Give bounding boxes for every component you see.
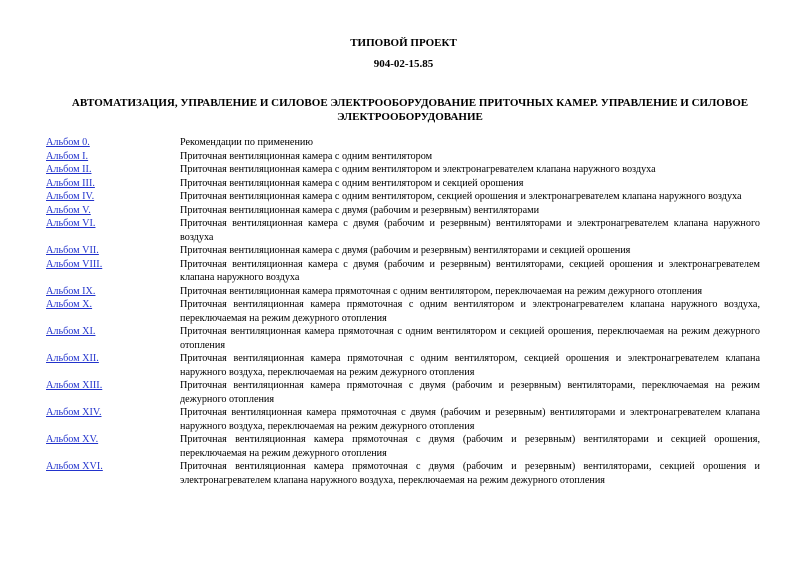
album-row [46,204,760,218]
album-description: Приточная вентиляционная камера прямоточная с двумя (рабочим и резервным) вентиляторами и электронагревателем клапана наружного воздуха, переключаемая на режим дежурного отопления [180,407,760,432]
album-link[interactable]: Альбом XV. [46,434,99,445]
album-row [46,298,760,325]
album-link[interactable]: Альбом XI. [46,326,96,337]
album-row [46,258,760,285]
album-description: Рекомендации по применению [180,137,313,148]
album-description: Приточная вентиляционная камера с одним вентилятором и электронагревателем клапана наружного воздуха [180,164,656,175]
album-row [46,433,760,460]
album-row [46,460,760,487]
project-code: 904-02-15.85 [373,58,434,70]
album-description: Приточная вентиляционная камера с двумя (рабочим и резервным) вентиляторами и секцией орошения [180,245,631,256]
album-link[interactable]: Альбом XIII. [46,380,103,391]
album-row [46,150,760,164]
album-description: Приточная вентиляционная камера прямоточная с одним вентилятором, переключаемая на режим дежурного отопления [180,285,703,297]
album-link[interactable]: Альбом XIV. [46,407,102,418]
album-row [46,244,760,258]
album-row [46,136,760,150]
album-link[interactable]: Альбом IV. [46,191,95,202]
album-description: Приточная вентиляционная камера с одним вентилятором [180,150,433,162]
album-row [46,190,760,204]
album-link[interactable]: Альбом VIII. [46,258,103,270]
album-link[interactable]: Альбом XVI. [46,461,103,472]
album-row [46,325,760,352]
album-link[interactable]: Альбом XII. [46,353,99,364]
album-description: Приточная вентиляционная камера прямоточная с двумя (рабочим и резервным) вентиляторами, секцией орошения и электронагревателем клапана наружного воздуха, переключаемая на режим дежурного отопления [180,461,760,486]
album-link[interactable]: Альбом VII. [46,245,99,256]
album-link[interactable]: Альбом I. [46,150,89,162]
album-row [46,352,760,379]
album-list [46,136,760,487]
album-link[interactable]: Альбом 0. [46,137,90,148]
album-description: Приточная вентиляционная камера прямоточная с двумя (рабочим и резервным) вентиляторами, переключаемая на режим дежурного отопления [180,380,760,405]
album-description: Приточная вентиляционная камера с одним вентилятором и секцией орошения [180,177,524,189]
album-link[interactable]: Альбом IX. [46,285,96,297]
album-description: Приточная вентиляционная камера с одним вентилятором, секцией орошения и электронагревателем клапана наружного воздуха [180,191,742,202]
album-description: Приточная вентиляционная камера прямоточная с одним вентилятором, секцией орошения и электронагревателем клапана наружного воздуха, переключаемая на режим дежурного отопления [180,353,760,378]
album-row [46,177,760,191]
album-link[interactable]: Альбом X. [46,299,93,310]
album-link[interactable]: Альбом V. [46,204,91,216]
album-row [46,379,760,406]
album-row [46,406,760,433]
album-link[interactable]: Альбом III. [46,177,95,189]
album-description: Приточная вентиляционная камера с двумя (рабочим и резервным) вентиляторами и электронагревателем клапана наружного воздуха [180,218,760,243]
album-row [46,285,760,299]
album-description: Приточная вентиляционная камера прямоточная с двумя (рабочим и резервным) вентиляторами и секцией орошения, переключаемая на режим дежурного отопления [180,434,760,459]
album-description: Приточная вентиляционная камера прямоточная с одним вентилятором и электронагревателем клапана наружного воздуха, переключаемая на режим дежурного отопления [180,299,760,324]
album-row [46,217,760,244]
album-description: Приточная вентиляционная камера прямоточная с одним вентилятором и секцией орошения, переключаемая на режим дежурного отопления [180,326,760,351]
album-link[interactable]: Альбом VI. [46,218,96,229]
album-description: Приточная вентиляционная камера с двумя (рабочим и резервным) вентиляторами [180,204,540,216]
album-description: Приточная вентиляционная камера с двумя (рабочим и резервным) вентиляторами, секцией орошения и электронагревателем клапана наружного воздуха [180,258,760,283]
project-subject: АВТОМАТИЗАЦИЯ, УПРАВЛЕНИЕ И СИЛОВОЕ ЭЛЕКТРООБОРУДОВАНИЕ ПРИТОЧНЫХ КАМЕР. УПРАВЛЕНИЕ И СИЛОВОЕ ЭЛЕКТРООБОРУДОВАНИЕ [71,97,749,123]
project-title: ТИПОВОЙ ПРОЕКТ [350,37,457,49]
album-row [46,163,760,177]
album-link[interactable]: Альбом II. [46,164,92,175]
